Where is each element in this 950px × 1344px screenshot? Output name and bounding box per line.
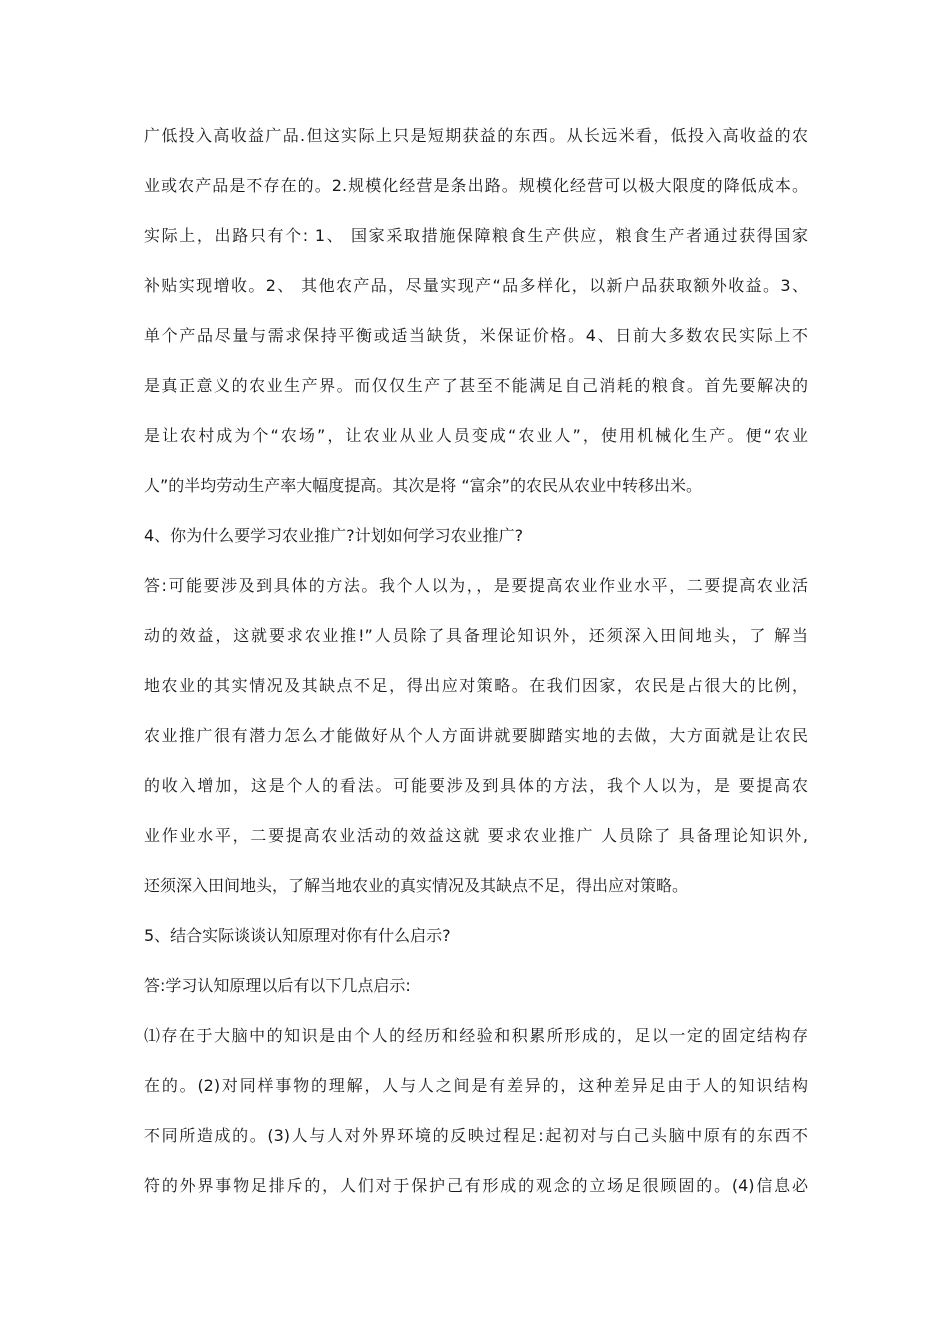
- text-line: 广低投入高收益广品.但这实际上只是短期获益的东西。从长远米看，低投入高收益的农: [144, 126, 808, 145]
- text-line: 答:可能要涉及到具体的方法。我个人以为，，是要提高农业作业水平，二要提高农业活: [144, 576, 808, 595]
- text-line: 人”的半均劳动生产率大幅度提高。其次是将 “富余”的农民从农业中转移出米。: [144, 476, 702, 495]
- text-line: 4、你为什么要学习农业推广?计划如何学习农业推广?: [144, 526, 524, 545]
- text-line: 答:学习认知原理以后有以下几点启示:: [144, 976, 411, 995]
- text-line: 单个产品尽量与需求保持平衡或适当缺货，米保证价格。4、日前大多数农民实际上不: [144, 326, 808, 345]
- text-line: 是让农村成为个“农场”，让农业从业人员变成“农业人”，使用机械化生产。便“农业: [144, 426, 808, 445]
- text-line: 补贴实现增收。2、 其他农产品，尽量实现产“品多样化，以新户品获取额外收益。3、: [144, 276, 808, 295]
- text-line: 动的效益，这就要求农业推!”人员除了具备理论知识外，还须深入田间地头，了 解当: [144, 626, 808, 645]
- text-line: 业作业水平，二要提高农业活动的效益这就 要求农业推广 人员除了 具备理论知识外,: [144, 826, 808, 845]
- text-line: 在的。(2)对同样事物的理解，人与人之间是有差异的，这种差异足由于人的知识结构: [144, 1076, 808, 1095]
- text-line: 是真正意义的农业生产界。而仅仅生产了甚至不能满足自己消耗的粮食。首先要解决的: [144, 376, 808, 395]
- text-line: 不同所造成的。(3)人与人对外界环境的反映过程足:起初对与白己头脑中原有的东西不: [144, 1126, 808, 1145]
- text-line: 农业推广很有潜力怎么才能做好从个人方面讲就要脚踏实地的去做，大方面就是让农民: [144, 726, 808, 745]
- text-line: 地农业的其实情况及其缺点不足，得出应对策略。在我们因家，农民是占很大的比例，: [144, 676, 808, 695]
- text-line: 的收入增加，这是个人的看法。可能要涉及到具体的方法，我个人以为，是 要提高农: [144, 776, 808, 795]
- text-line: 5、结合实际谈谈认知原理对你有什么启示?: [144, 926, 451, 945]
- text-line: 符的外界事物足排斥的，人们对于保护己有形成的观念的立场足很顾固的。(4)信息必: [144, 1176, 808, 1195]
- text-line: ⑴存在于大脑中的知识是由个人的经历和经验和积累所形成的，足以一定的固定结构存: [144, 1026, 808, 1045]
- body-text: [144, 119, 808, 1219]
- text-line: 还须深入田间地头，了解当地农业的真实情况及其缺点不足，得出应对策略。: [144, 876, 689, 895]
- text-line: 实际上，出路只有个: 1、 国家采取措施保障粮食生产供应，粮食生产者通过获得国家: [144, 226, 808, 245]
- text-line: 业或农产品是不存在的。2.规模化经营是条出路。规模化经营可以极大限度的降低成本。: [144, 176, 808, 195]
